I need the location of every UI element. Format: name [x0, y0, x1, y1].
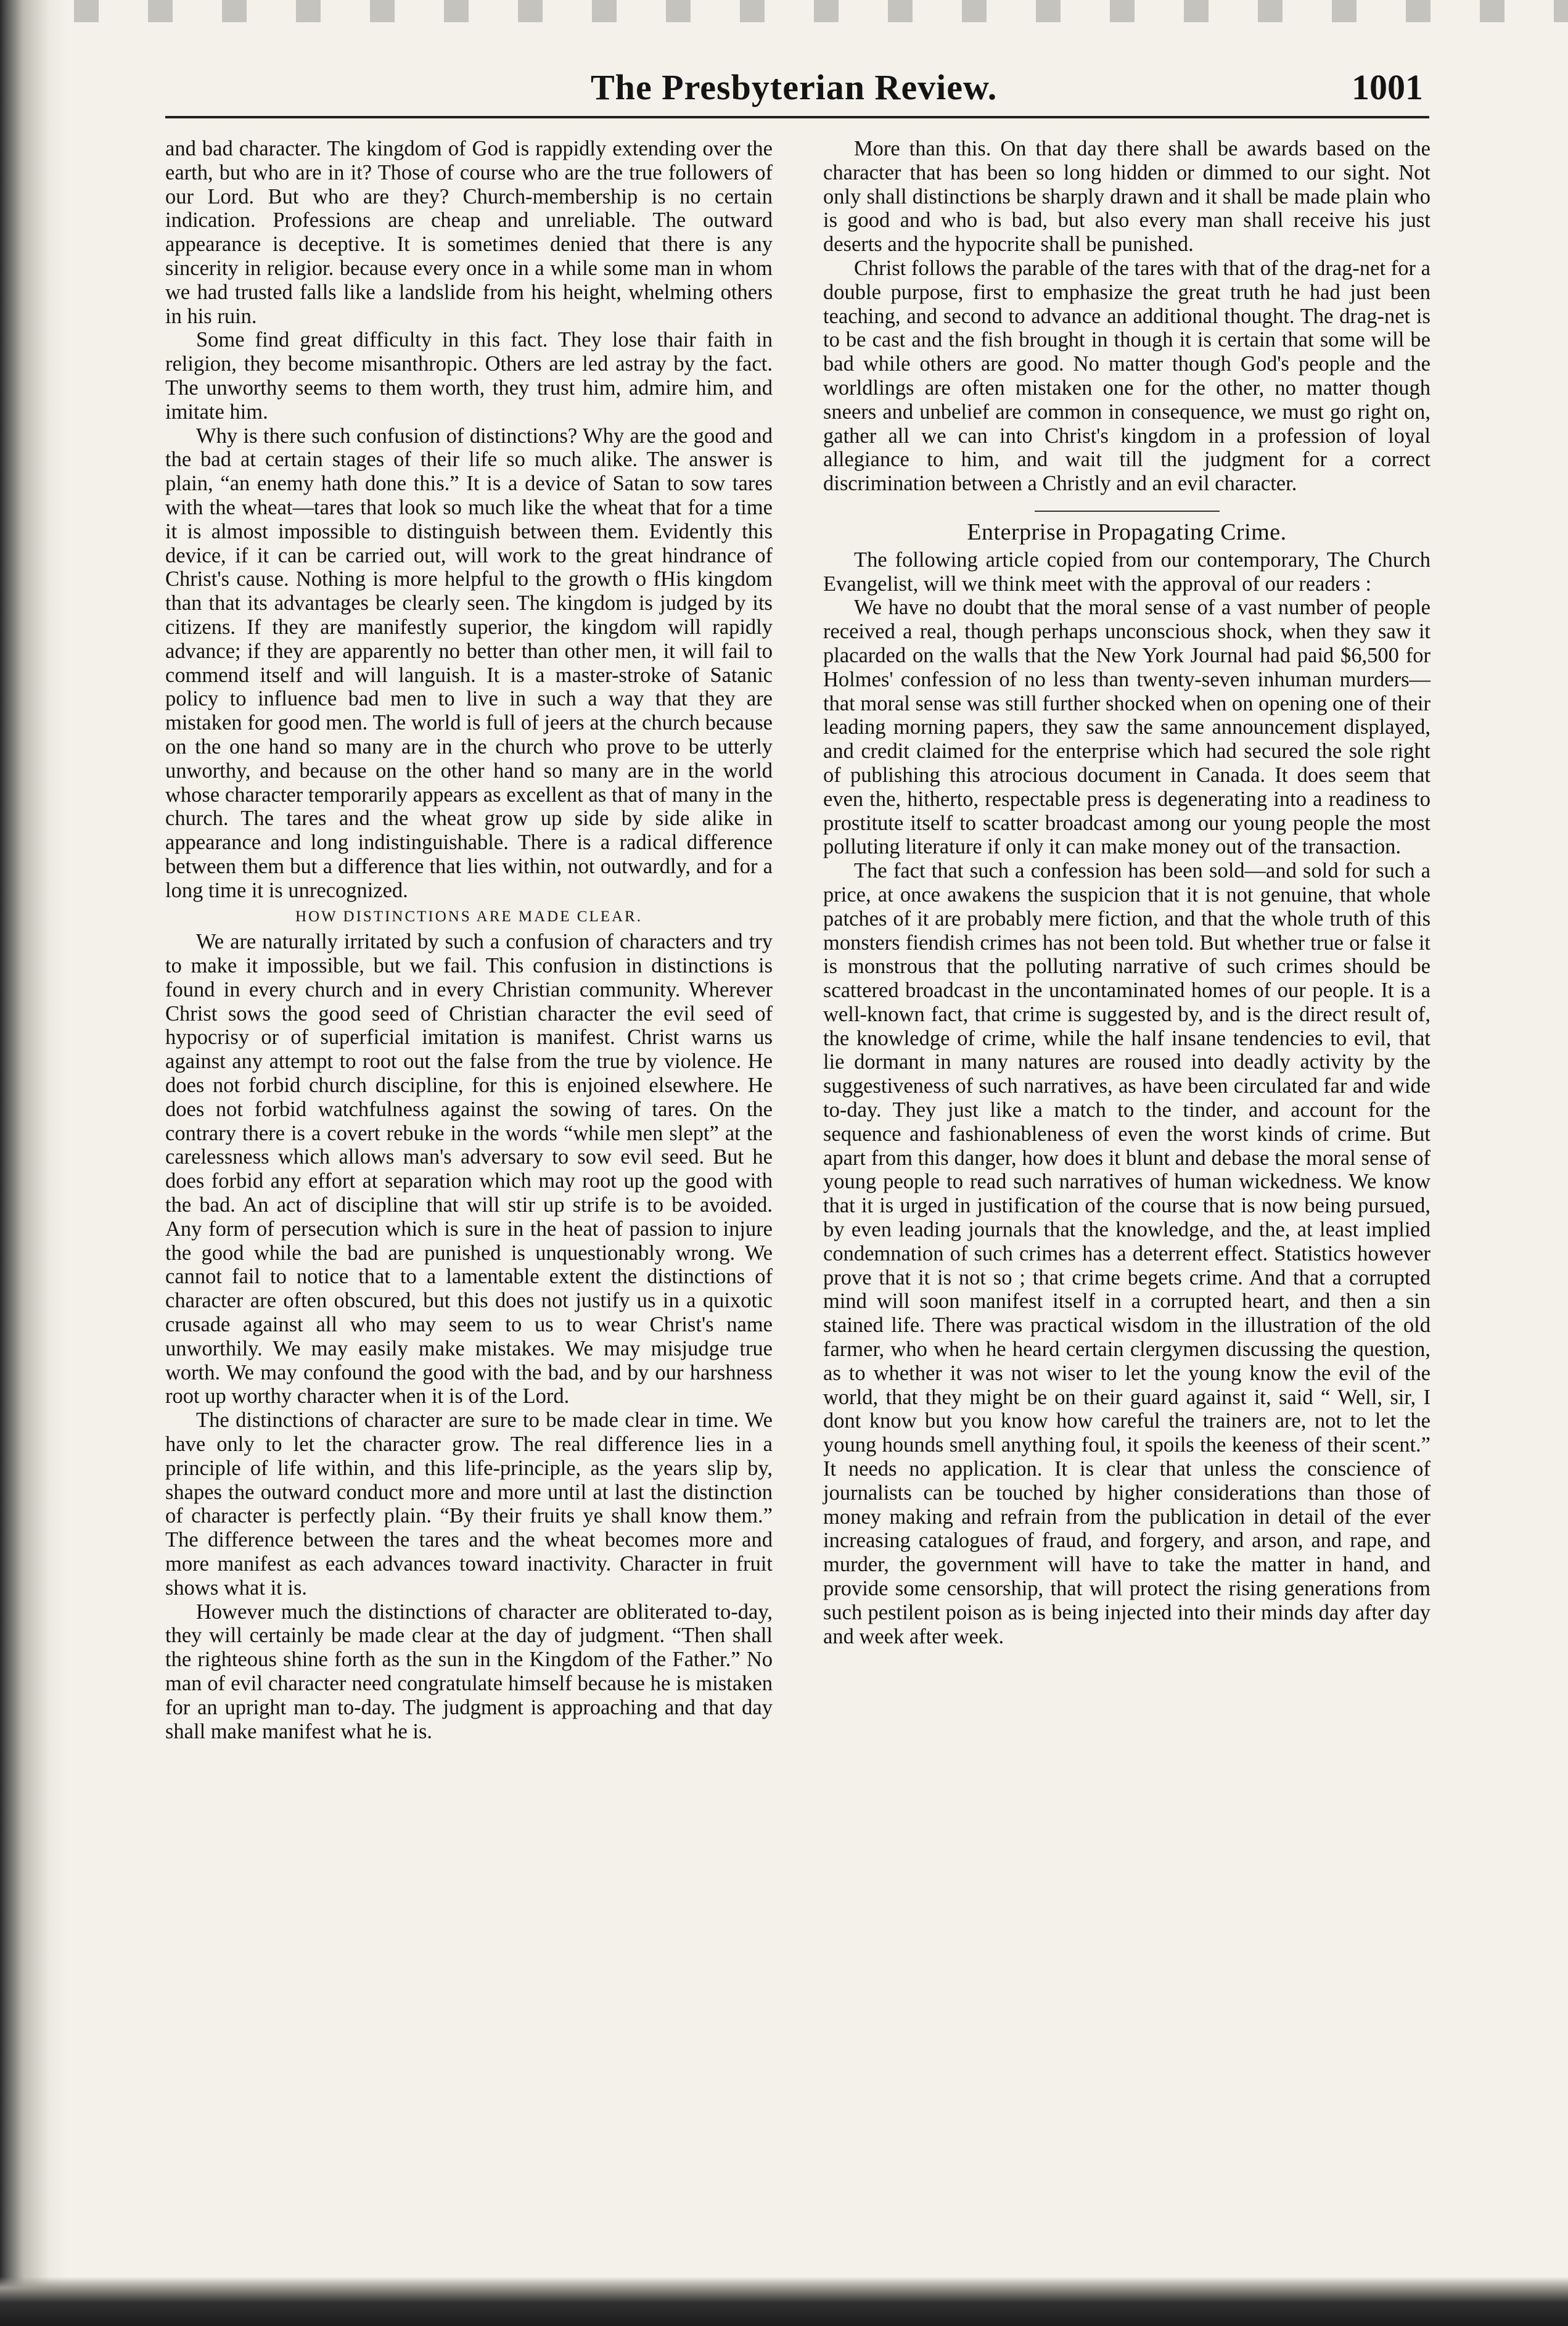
paragraph: However much the distinctions of character are obliterated to-day, they will certainly be made clear at the day of judgment. “Then shall the righteous shine forth as the sun in the Kingdom of the Father.” No man of evil character need congratulate himself because he is mistaken for an upright man to-day. The judgment is approaching and that day shall make manifest what he is.: [165, 1600, 773, 1743]
header-rule: [165, 116, 1429, 118]
page-number: 1001: [1352, 67, 1423, 107]
paragraph: More than this. On that day there shall be awards based on the character that has been so long hidden or dimmed to our sight. Not only shall distinctions be sharply drawn and it shall be made plain who is good and who is bad, but also every man shall receive his just deserts and the hypocrite shall be punished.: [823, 137, 1430, 257]
scan-left-edge: [0, 0, 68, 2326]
paragraph: The fact that such a confession has been sold—and sold for such a price, at once awakens the suspicion that it is not genuine, that whole patches of it are probably mere fiction, and that the whole truth of this monsters fiendish crimes has not been told. But whether true or false it is monstrous that the polluting narrative of such crimes should be scattered broadcast in the uncontaminated homes of our people. It is a well-known fact, that crime is suggested by, and is the direct result of, the knowledge of crime, while the half insane tendencies to evil, that lie dormant in many natures are roused into deadly activity by the suggestiveness of such narratives, as have been circulated far and wide to-day. They just like a match to the tinder, and account for the sequence and fashionableness of even the worst kinds of crime. But apart from this danger, how does it blunt and debase the moral sense of young people to read such narratives of human wickedness. We know that it is urged in justification of the course that is now being pursued, by even leading journals that the knowledge, and the, at least implied condemnation of such crimes has a deterrent effect. Statistics however prove that it is not so ; that crime begets crime. And that a corrupted mind will soon manifest itself in a corrupted heart, and then a sin stained life. There was practical wisdom in the illustration of the old farmer, who when he heard certain clergymen discussing the question, as to whether it was not wiser to let the young know the evil of the world, that they might be on their guard against it, said “ Well, sir, I dont know but you know how careful the trainers are, not to let the young hounds smell anything foul, it spoils the keeness of their scent.” It needs no application. It is clear that unless the conscience of journalists can be touched by higher considerations than those of money making and refrain from the publication in detail of the ever increasing catalogues of fraud, and forgery, and arson, and rape, and murder, the government will have to take the matter in hand, and provide some censorship, that will protect the rising generations from such pestilent poison as is being injected into their minds day after day and week after week.: [823, 859, 1430, 1648]
subheading: HOW DISTINCTIONS ARE MADE CLEAR.: [295, 908, 642, 925]
paragraph: The distinctions of character are sure to be made clear in time. We have only to let the character grow. The real difference lies in a principle of life within, and this life-principle, as the years slip by, shapes the outward conduct more and more until at last the distinction of character is perfectly plain. “By their fruits ye shall know them.” The difference between the tares and the wheat becomes more and more manifest as each advances toward inactivity. Character in fruit shows what it is.: [165, 1408, 773, 1600]
article-title: Enterprise in Propagating Crime.: [967, 519, 1287, 545]
paragraph: Christ follows the parable of the tares with that of the drag-net for a double purpose, first to emphasize the great truth he had just been teaching, and second to advance an additional thought. The drag-net is to be cast and the fish brought in though it is certain that some will be bad while others are good. No matter though God's people and the worldlings are often mistaken one for the other, no matter though sneers and unbelief are common in consequence, we must go right on, gather all we can into Christ's kingdom in a profession of loyal allegiance to him, and wait till the judgment for a correct discrimination between a Christly and an evil character.: [823, 256, 1430, 496]
running-header: [165, 67, 1429, 118]
left-column: [165, 137, 773, 1743]
scan-top-edge: [0, 0, 1568, 22]
paragraph: The following article copied from our contemporary, The Church Evangelist, will we think meet with the approval of our readers :: [823, 548, 1430, 596]
paragraph: Why is there such confusion of distinctions? Why are the good and the bad at certain stages of their life so much alike. The answer is plain, “an enemy hath done this.” It is a device of Satan to sow tares with the wheat—tares that look so much like the wheat that for a time it is almost impossible to distinguish between them. Evidently this device, if it can be carried out, will work to the great hindrance of Christ's cause. Nothing is more helpful to the growth o fHis kingdom than that its advantages be clearly seen. The kingdom is judged by its citizens. If they are manifestly superior, the kingdom will rapidly advance; if they are apparently no better than other men, it will fail to commend itself and will languish. It is a master-stroke of Satanic policy to influence bad men to live in such a way that they are mistaken for good men. The world is full of jeers at the church because on the one hand so many are in the church who prove to be utterly unworthy, and because on the other hand so many are in the world whose character temporarily appears as excellent as that of many in the church. The tares and the wheat grow up side by side alike in appearance and long indistinguishable. There is a radical difference between them but a difference that lies within, not outwardly, and for a long time it is unrecognized.: [165, 424, 773, 902]
paragraph: Some find great difficulty in this fact. They lose thair faith in religion, they become misanthropic. Others are led astray by the fact. The unworthy seems to them worth, they trust him, admire him, and imitate him.: [165, 328, 773, 424]
paragraph: and bad character. The kingdom of God is rappidly extending over the earth, but who are in it? Those of course who are the true followers of our Lord. But who are they? Church-membership is no certain indication. Professions are cheap and unreliable. The outward appearance is deceptive. It is sometimes denied that there is any sincerity in religior. because every once in a while some man in whom we had trusted falls like a landslide from his height, whelming others in his ruin.: [165, 137, 773, 328]
right-column: [823, 137, 1430, 1648]
scan-bottom-edge: [0, 2277, 1568, 2326]
section-divider: [1035, 511, 1220, 512]
paragraph: We have no doubt that the moral sense of a vast number of people received a real, though perhaps unconscious shock, when they saw it placarded on the walls that the New York Journal had paid $6,500 for Holmes' confession of no less than twenty-seven inhuman murders—that moral sense was still further shocked when on opening one of their leading morning papers, they saw the same announcement displayed, and credit claimed for the enterprise which had secured the sole right of publishing this atrocious document in Canada. It does seem that even the, hitherto, respectable press is degenerating into a readiness to prostitute itself to scatter broadcast among our young people the most polluting literature if only it can make money out of the transaction.: [823, 596, 1430, 859]
journal-title: The Presbyterian Review.: [591, 67, 998, 107]
paragraph: We are naturally irritated by such a confusion of characters and try to make it impossible, but we fail. This confusion in distinctions is found in every church and in every Christian community. Wherever Christ sows the good seed of Christian character the evil seed of hypocrisy or of superficial imitation is manifest. Christ warns us against any attempt to root out the false from the true by violence. He does not forbid church discipline, for this is enjoined elsewhere. He does not forbid watchfulness against the sowing of tares. On the contrary there is a covert rebuke in the words “while men slept” at the carelessness which allows man's adversary to sow evil seed. But he does forbid any effort at separation which may root up the good with the bad. An act of discipline that will stir up strife is to be avoided. Any form of persecution which is sure in the heat of passion to injure the good while the bad are punished is unquestionably wrong. We cannot fail to notice that to a lamentable extent the distinctions of character are often obscured, but this does not justify us in a quixotic crusade against all who may seem to us to wear Christ's name unworthily. We may easily make mistakes. We may misjudge true worth. We may confound the good with the bad, and by our harshness root up worthy character when it is of the Lord.: [165, 930, 773, 1408]
